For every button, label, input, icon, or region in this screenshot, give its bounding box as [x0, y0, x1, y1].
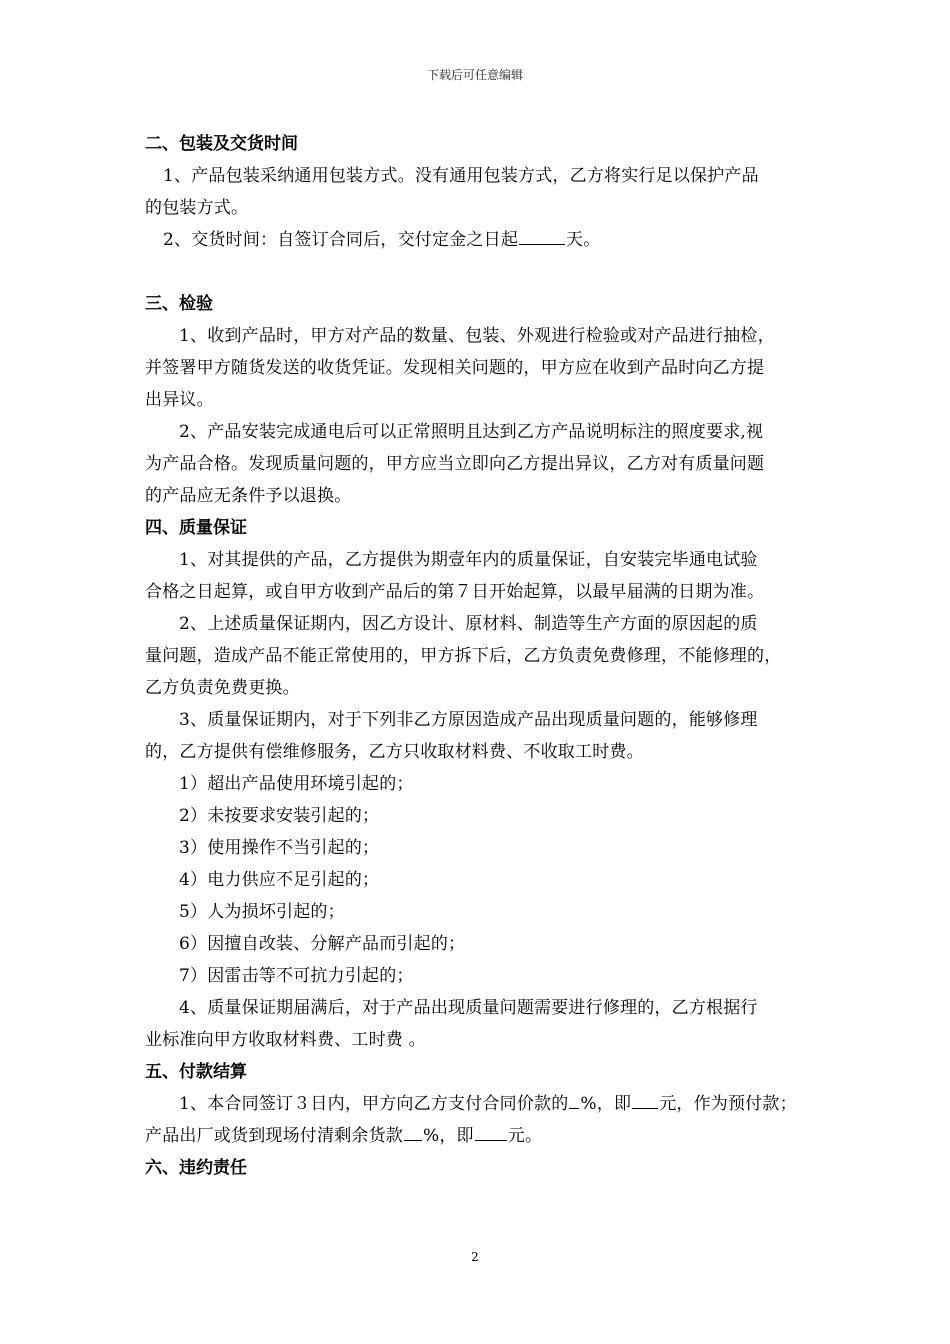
paragraph-text: %，即 — [580, 1094, 632, 1114]
paragraph-text: 天。 — [566, 230, 601, 250]
list-item: 6）因擅自改装、分解产品而引起的； — [179, 934, 466, 954]
blank-amount[interactable] — [475, 1122, 507, 1141]
paragraph-line: 合格之日起算，或自甲方收到产品后的第７日开始起算，以最早届满的日期为准。 — [145, 582, 765, 602]
list-item: 2）未按要求安装引起的； — [179, 806, 380, 826]
paragraph-line: 为产品合格。发现质量问题的，甲方应当立即向乙方提出异议，乙方对有质量问题 — [145, 454, 765, 474]
page-header: 下载后可任意编辑 — [426, 68, 523, 82]
paragraph-line: 4、质量保证期届满后，对于产品出现质量问题需要进行修理的，乙方根据行 — [179, 998, 758, 1018]
blank-percent[interactable] — [569, 1090, 579, 1109]
section-title-inspection: 三、检验 — [145, 294, 213, 314]
section-title-payment: 五、付款结算 — [145, 1062, 247, 1082]
blank-days[interactable] — [519, 226, 565, 245]
list-item: 1）超出产品使用环境引起的； — [179, 774, 414, 794]
section-title-warranty: 四、质量保证 — [145, 518, 247, 538]
delivery-time-line — [145, 224, 835, 256]
paragraph-line: 业标准向甲方收取材料费、工时费 。 — [145, 1030, 426, 1050]
paragraph-text: %，即 — [423, 1126, 474, 1146]
paragraph-line: 的产品应无条件予以退换。 — [145, 486, 352, 506]
list-item: 4）电力供应不足引起的； — [179, 870, 380, 890]
paragraph-line: 1、对其提供的产品，乙方提供为期壹年内的质量保证，自安装完毕通电试验 — [179, 550, 758, 570]
payment-line-2 — [145, 1120, 835, 1152]
paragraph-line: 量问题，造成产品不能正常使用的，甲方拆下后，乙方负责免费修理，不能修理的， — [145, 646, 782, 666]
section-title-packaging: 二、包装及交货时间 — [145, 134, 298, 154]
paragraph-line: 乙方负责免费更换。 — [145, 678, 300, 698]
paragraph-line: 出异议。 — [145, 390, 214, 410]
paragraph-text: 元。 — [507, 1126, 543, 1146]
paragraph-line: 的，乙方提供有偿维修服务，乙方只收取材料费、不收取工时费。 — [145, 742, 644, 762]
paragraph-text: 1、本合同签订３日内，甲方向乙方支付合同价款的 — [179, 1094, 569, 1114]
paragraph-line: 3、质量保证期内，对于下列非乙方原因造成产品出现质量问题的，能够修理 — [179, 710, 758, 730]
paragraph-line: 1、产品包装采纳通用包装方式。没有通用包装方式，乙方将实行足以保护产品 — [163, 166, 759, 186]
list-item: 5）人为损坏引起的； — [179, 902, 345, 922]
paragraph-line: 2、上述质量保证期内，因乙方设计、原材料、制造等生产方面的原因起的质 — [179, 614, 758, 634]
list-item: 3）使用操作不当引起的； — [179, 838, 380, 858]
paragraph-text: 2、交货时间：自签订合同后，交付定金之日起 — [163, 230, 519, 250]
payment-line-1 — [145, 1088, 835, 1120]
page-number: 2 — [471, 1250, 479, 1264]
section-title-breach: 六、违约责任 — [145, 1158, 247, 1178]
paragraph-text: 元，作为预付款； — [659, 1094, 797, 1114]
paragraph-line: 2、产品安装完成通电后可以正常照明且达到乙方产品说明标注的照度要求,视 — [179, 422, 764, 442]
paragraph-text: 产品出厂或货到现场付清剩余货款 — [145, 1126, 403, 1146]
blank-percent[interactable] — [404, 1122, 422, 1141]
blank-amount[interactable] — [632, 1090, 658, 1109]
paragraph-line: 1、收到产品时，甲方对产品的数量、包装、外观进行检验或对产品进行抽检， — [179, 326, 775, 346]
paragraph-line: 的包装方式。 — [145, 198, 249, 218]
list-item: 7）因雷击等不可抗力引起的； — [179, 966, 414, 986]
paragraph-line: 并签署甲方随货发送的收货凭证。发现相关问题的，甲方应在收到产品时向乙方提 — [145, 358, 765, 378]
contract-body — [145, 128, 835, 1184]
